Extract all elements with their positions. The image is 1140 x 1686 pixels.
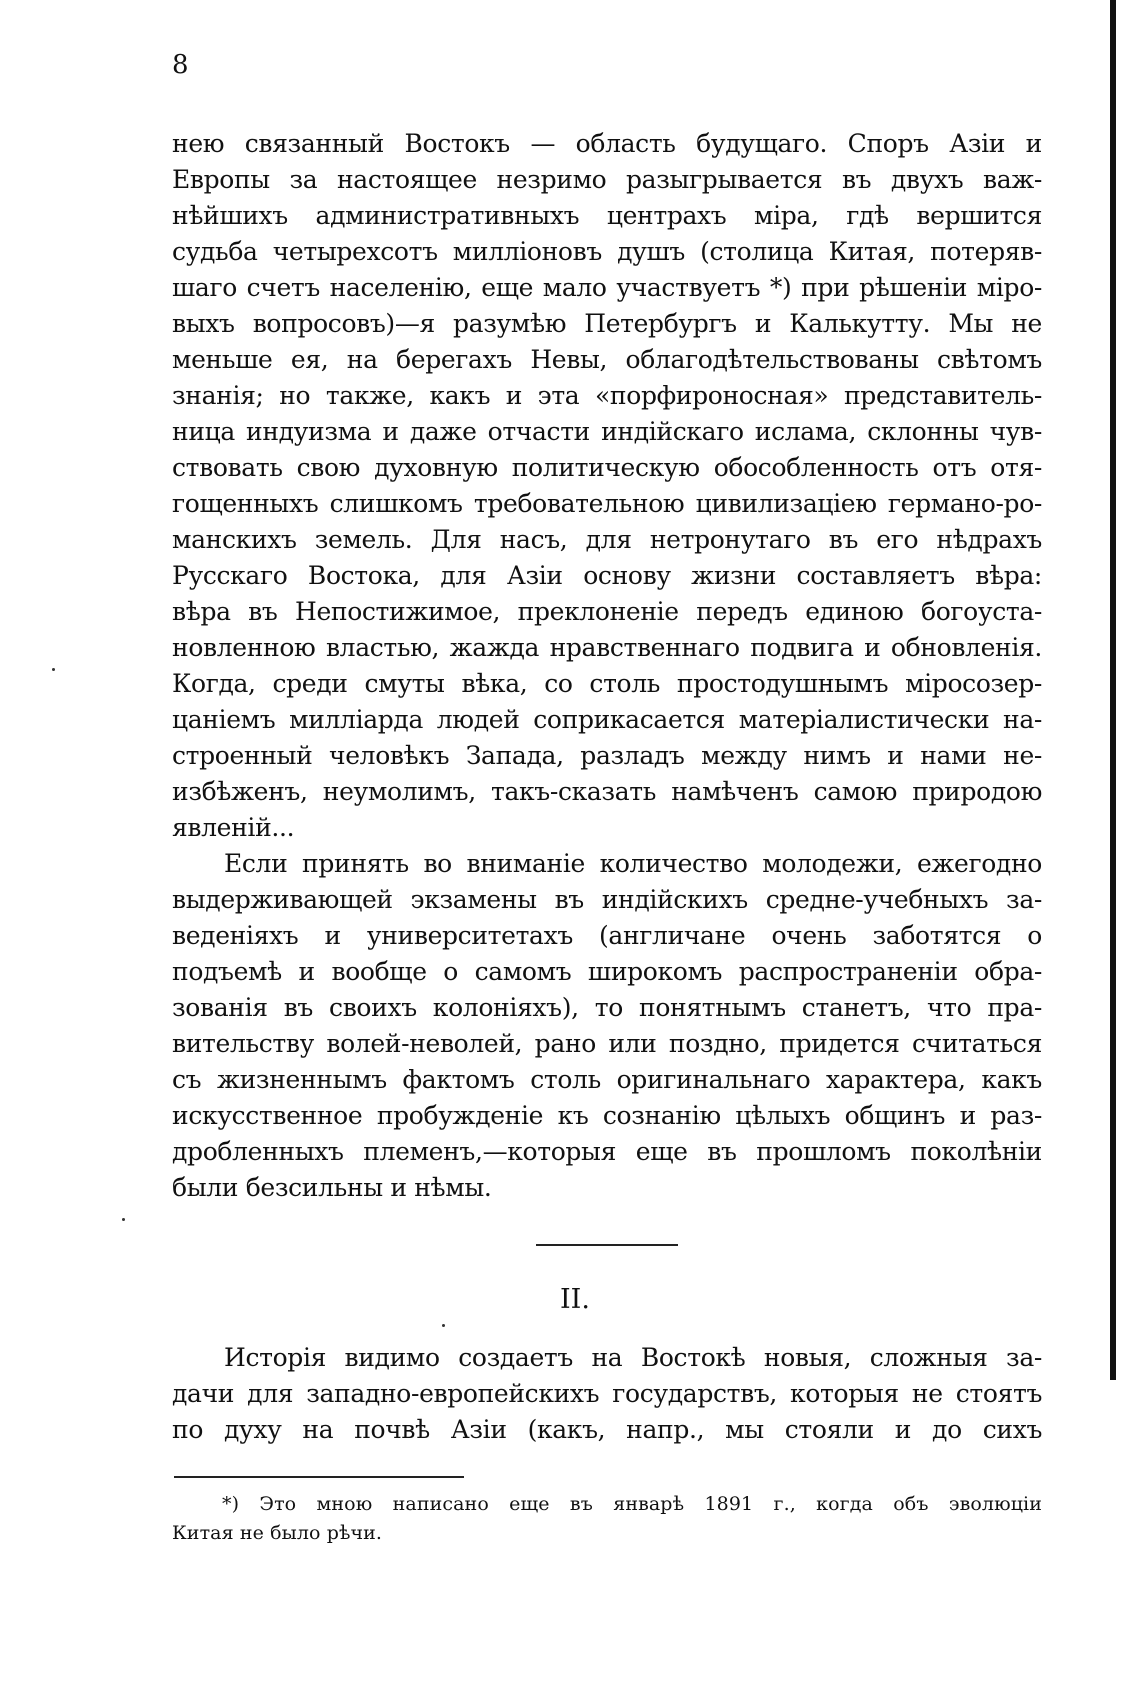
text-line: нею связанный Востокъ — область будущаго. Споръ Азіи и: [172, 129, 1042, 158]
text-line: дачи для западно-европейскихъ государствъ, которыя не стоятъ: [172, 1379, 1042, 1408]
text-line: были безсильны и нѣмы.: [172, 1173, 492, 1202]
text-line: судьба четырехсотъ милліоновъ душъ (столица Китая, потеряв-: [172, 237, 1042, 266]
print-speck: [52, 668, 55, 671]
text-line: Когда, среди смуты вѣка, со столь простодушнымъ міросозер-: [172, 669, 1042, 698]
text-line: дробленныхъ племенъ,—которыя еще въ прошломъ поколѣніи: [172, 1137, 1042, 1166]
footnote-line: Китая не было рѣчи.: [172, 1522, 383, 1544]
footnote-line: *) Это мною написано еще въ январѣ 1891 г., когда объ эволюціи: [222, 1493, 1042, 1515]
text-line: меньше ея, на берегахъ Невы, облагодѣтельствованы свѣтомъ: [172, 345, 1042, 374]
text-line: Если принять во вниманіе количество молодежи, ежегодно: [224, 849, 1042, 878]
text-line: избѣженъ, неумолимъ, такъ-сказать намѣченъ самою природою: [172, 777, 1042, 806]
text-line: вѣра въ Непостижимое, преклоненіе передъ единою богоуста-: [172, 597, 1042, 626]
text-line: гощенныхъ слишкомъ требовательною цивилизаціею германо-ро-: [172, 489, 1042, 518]
section-heading: II.: [560, 1284, 590, 1315]
text-line: выхъ вопросовъ)—я разумѣю Петербургъ и Калькутту. Мы не: [172, 309, 1042, 338]
text-line: Русскаго Востока, для Азіи основу жизни составляетъ вѣра:: [172, 561, 1042, 590]
footnote-divider: [174, 1476, 464, 1478]
text-line: нѣйшихъ административныхъ центрахъ міра, гдѣ вершится: [172, 201, 1042, 230]
text-line: по духу на почвѣ Азіи (какъ, напр., мы стояли и до сихъ: [172, 1415, 1042, 1444]
text-line: ница индуизма и даже отчасти индійскаго ислама, склонны чув-: [172, 417, 1042, 446]
text-line: искусственное пробужденіе къ сознанію цѣлыхъ общинъ и раз-: [172, 1101, 1042, 1130]
text-line: вительству волей-неволей, рано или поздно, придется считаться: [172, 1029, 1042, 1058]
text-line: явленій...: [172, 813, 295, 842]
body-text: [172, 126, 1042, 1206]
text-line: знанія; но также, какъ и эта «порфироносная» представитель-: [172, 381, 1042, 410]
text-line: цаніемъ милліарда людей соприкасается матеріалистически на-: [172, 705, 1042, 734]
text-line: зованія въ своихъ колоніяхъ), то понятнымъ станетъ, что пра-: [172, 993, 1042, 1022]
text-line: съ жизненнымъ фактомъ столь оригинальнаго характера, какъ: [172, 1065, 1042, 1094]
text-line: подъемѣ и вообще о самомъ широкомъ распространеніи обра-: [172, 957, 1042, 986]
page-number: 8: [172, 50, 189, 80]
text-line: ствовать свою духовную политическую обособленность отъ отя-: [172, 453, 1042, 482]
text-line: веденіяхъ и университетахъ (англичане очень заботятся о: [172, 921, 1042, 950]
footnote: [172, 1490, 1042, 1548]
text-line: Европы за настоящее незримо разыгрывается въ двухъ важ-: [172, 165, 1042, 194]
text-line: выдерживающей экзамены въ индійскихъ средне-учебныхъ за-: [172, 885, 1042, 914]
text-line: строенный человѣкъ Запада, разладъ между нимъ и нами не-: [172, 741, 1042, 770]
print-speck: [442, 1324, 445, 1327]
text-line: Исторія видимо создаетъ на Востокѣ новыя, сложныя за-: [224, 1343, 1042, 1372]
text-line: шаго счетъ населенію, еще мало участвуетъ *) при рѣшеніи міро-: [172, 273, 1042, 302]
section-body-text: [172, 1340, 1042, 1448]
text-line: новленною властью, жажда нравственнаго подвига и обновленія.: [172, 633, 1042, 662]
print-speck: [122, 1218, 125, 1221]
text-line: манскихъ земель. Для насъ, для нетронутаго въ его нѣдрахъ: [172, 525, 1042, 554]
page-binding-edge: [1110, 0, 1116, 1380]
section-divider: [536, 1244, 678, 1246]
